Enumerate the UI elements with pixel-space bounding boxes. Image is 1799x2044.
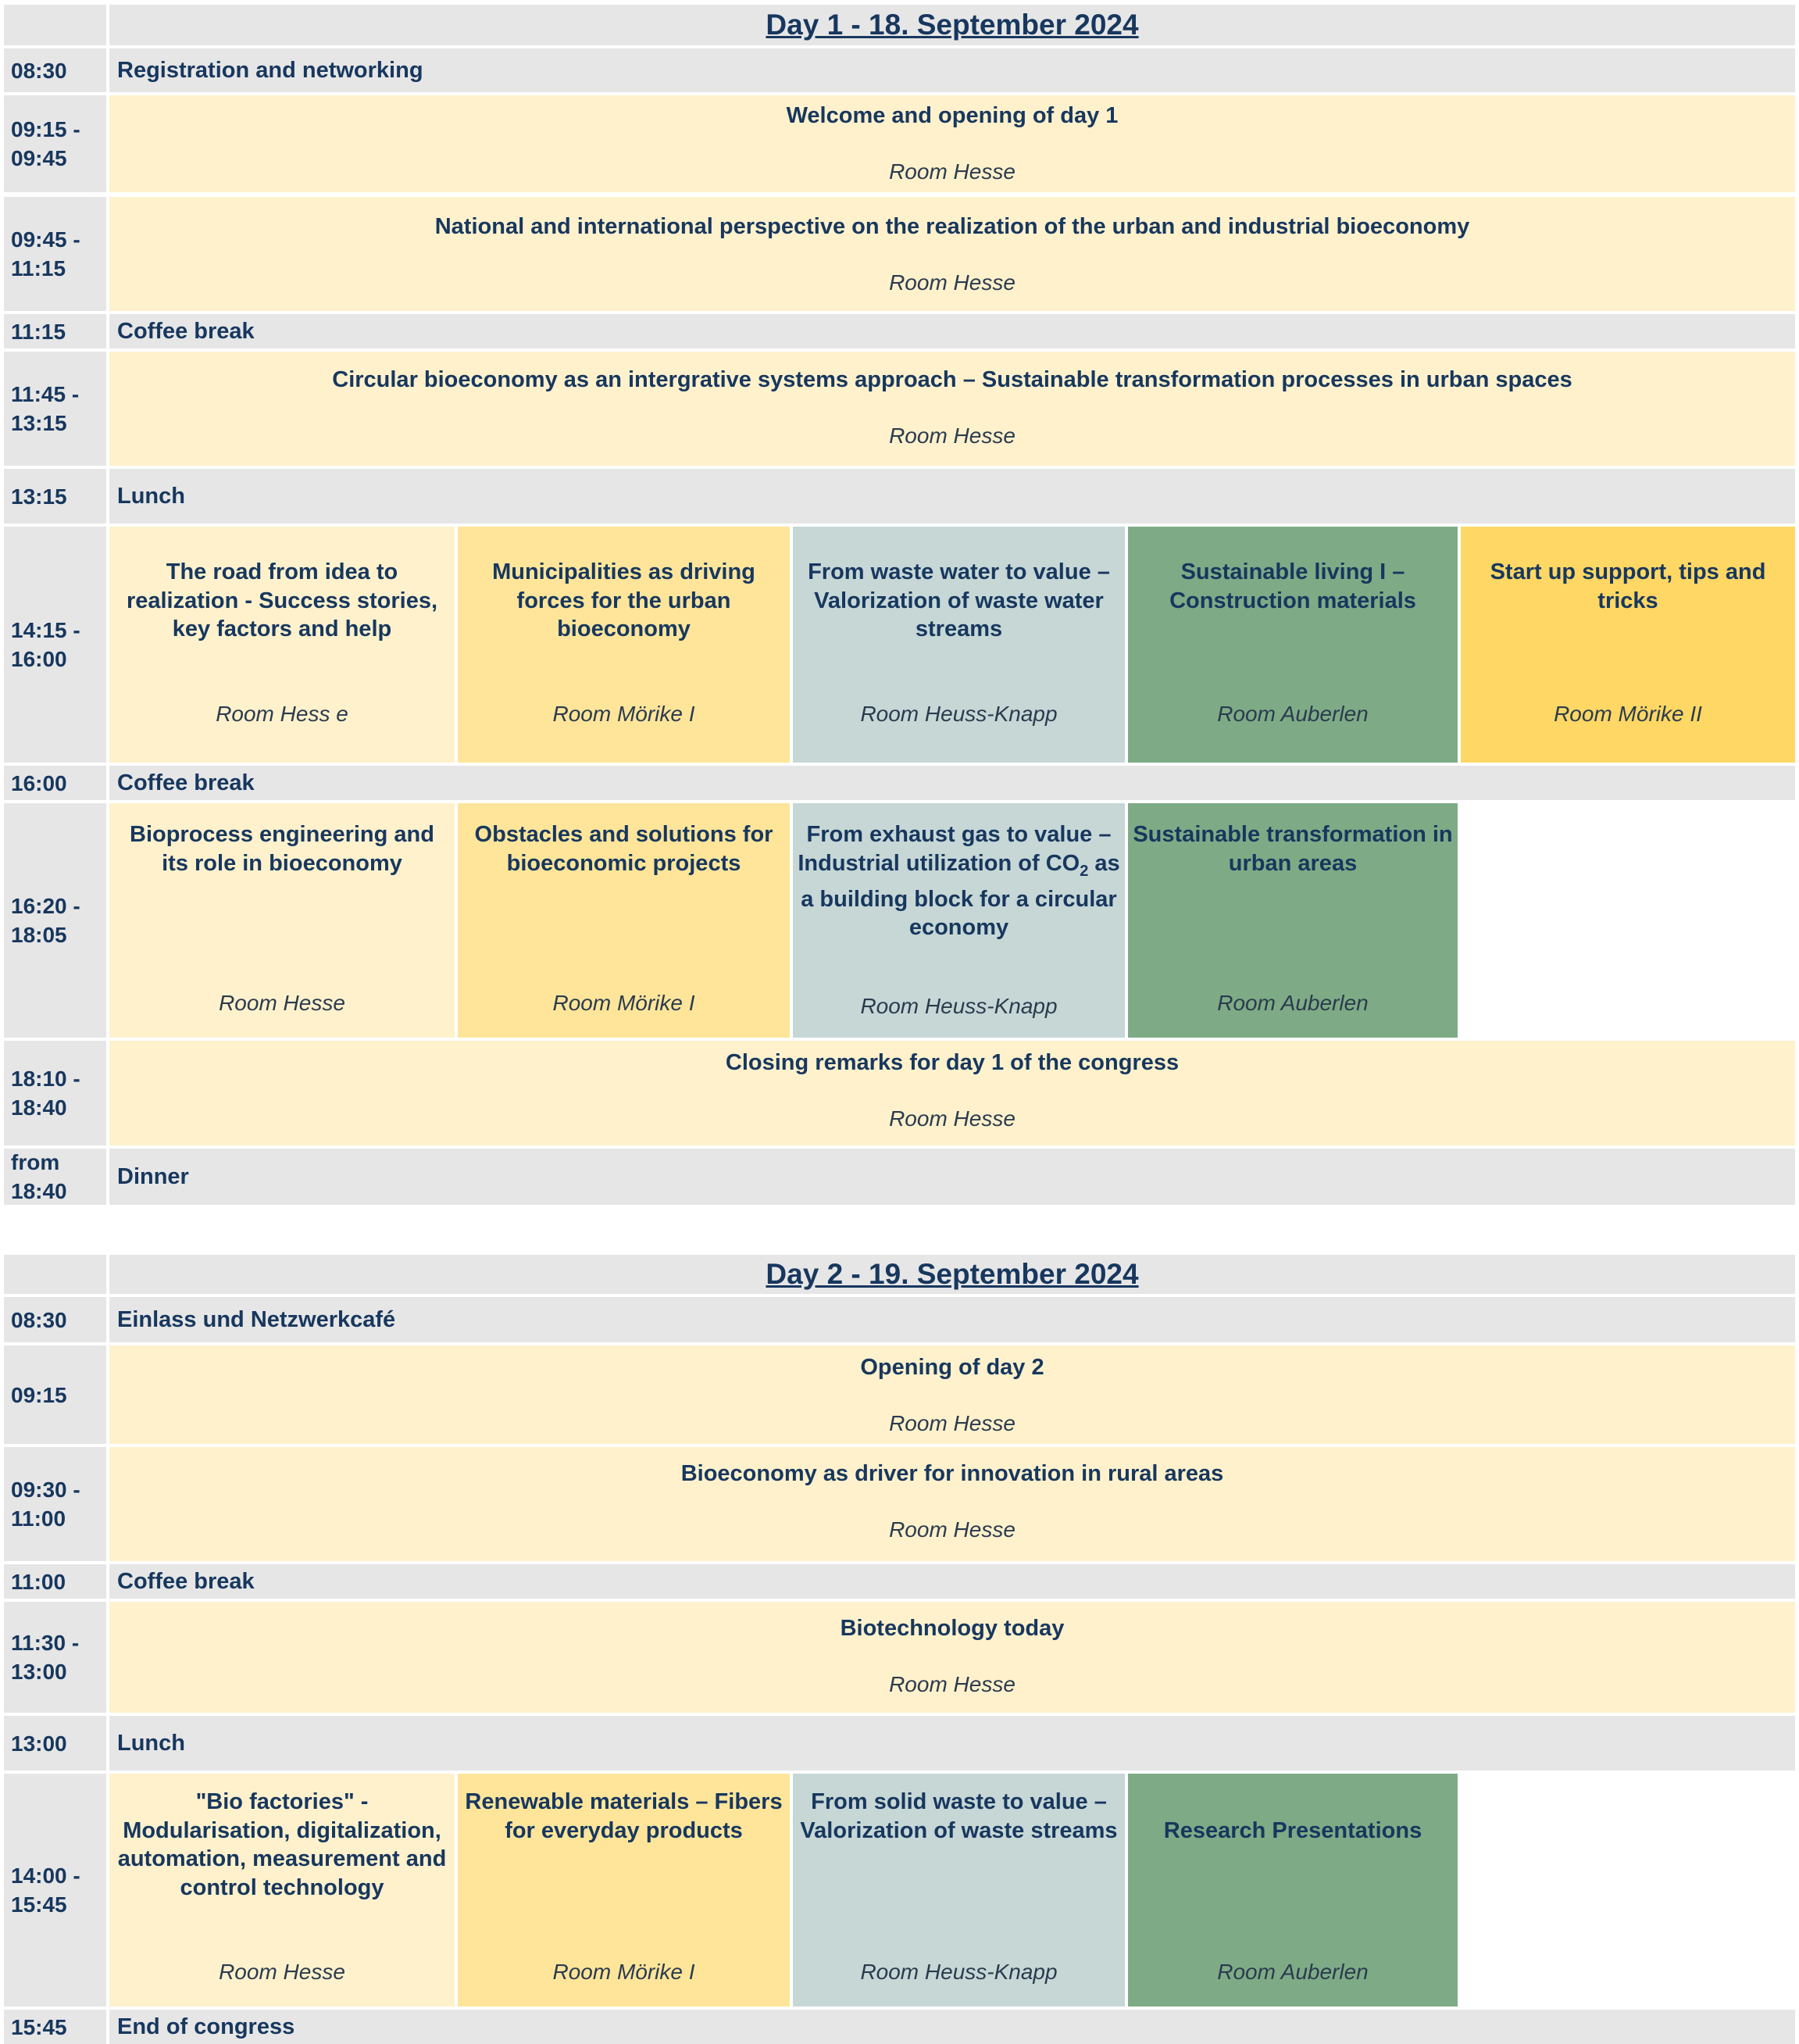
- session-room: Room Hesse: [889, 1517, 1016, 1542]
- time-cell: 14:00 - 15:45: [4, 1774, 106, 2006]
- session-title: "Bio factories" - Modularisation, digitalization, automation, measurement and control technology: [117, 1789, 447, 1900]
- parallel-session: [1128, 803, 1458, 1038]
- session-room: Room Hesse: [889, 1411, 1016, 1435]
- plenary-session: [109, 1345, 1795, 1444]
- session-title: Closing remarks for day 1 of the congress: [725, 1050, 1180, 1075]
- session-room: Room Mörike II: [1554, 702, 1702, 726]
- session-room: Room Hesse: [889, 1106, 1016, 1131]
- session-room: Room Hess e: [216, 702, 348, 726]
- parallel-session: [1128, 1774, 1458, 2006]
- time-cell: 18:10 - 18:40: [4, 1041, 106, 1145]
- session-title: From waste water to value – Valorization of waste water streams: [808, 559, 1110, 641]
- parallel-session: [458, 1774, 790, 2006]
- agenda-item-coffee-break: Coffee break: [109, 314, 1795, 348]
- session-room: Room Auberlen: [1217, 1960, 1369, 1984]
- session-title: Biotechnology today: [840, 1616, 1065, 1641]
- session-room: Room Hesse: [889, 1672, 1016, 1696]
- time-cell: 09:30 - 11:00: [4, 1447, 106, 1561]
- session-room: Room Heuss-Knapp: [860, 994, 1058, 1018]
- parallel-session: [793, 803, 1125, 1038]
- time-cell: from 18:40: [4, 1149, 106, 1205]
- session-room: Room Auberlen: [1217, 991, 1369, 1015]
- agenda-item-lunch: Lunch: [109, 1716, 1795, 1771]
- agenda-item-coffee-break: Coffee break: [109, 1564, 1795, 1599]
- session-title: Start up support, tips and tricks: [1490, 559, 1766, 613]
- plenary-session: [109, 1041, 1795, 1145]
- agenda-item-registration: Einlass und Netzwerkcafé: [109, 1297, 1795, 1342]
- time-cell: 11:00: [4, 1564, 106, 1599]
- session-room: Room Mörike I: [552, 1960, 695, 1984]
- session-room: Room Heuss-Knapp: [860, 1960, 1058, 1984]
- plenary-session: [109, 197, 1795, 311]
- parallel-session: [109, 527, 455, 763]
- session-title: Sustainable transformation in urban areas: [1133, 822, 1453, 876]
- day1-header: Day 1 - 18. September 2024: [109, 5, 1795, 45]
- session-room: Room Hesse: [219, 1960, 345, 1984]
- plenary-session: [109, 352, 1795, 466]
- session-title: National and international perspective on the realization of the urban and industrial bioeconomy: [434, 214, 1470, 239]
- session-title: Sustainable living I – Construction materials: [1169, 559, 1416, 613]
- time-cell: 11:15: [4, 314, 106, 348]
- time-cell: 13:15: [4, 469, 106, 524]
- session-title: From solid waste to value – Valorization of waste streams: [800, 1789, 1118, 1843]
- session-title: Municipalities as driving forces for the urban bioeconomy: [492, 559, 755, 641]
- session-title: Obstacles and solutions for bioeconomic projects: [474, 822, 773, 876]
- time-cell: 08:30: [4, 1297, 106, 1342]
- session-title: Bioprocess engineering and its role in bioeconomy: [130, 822, 434, 876]
- parallel-session: [109, 803, 455, 1038]
- session-title: From exhaust gas to value – Industrial utilization of $CO_2$ as a building block for a circular economy: [798, 822, 1120, 941]
- parallel-session: [793, 527, 1125, 763]
- parallel-session: [793, 1774, 1125, 2006]
- session-room: Room Heuss-Knapp: [860, 702, 1058, 726]
- time-cell: 09:15: [4, 1345, 106, 1444]
- time-cell: 15:45: [4, 2010, 106, 2044]
- parallel-session: [1128, 527, 1458, 763]
- parallel-session: [1461, 527, 1795, 763]
- parallel-session: [109, 1774, 455, 2006]
- time-cell: 09:45 - 11:15: [4, 197, 106, 311]
- session-room: Room Mörike I: [552, 702, 695, 726]
- parallel-session: [458, 803, 790, 1038]
- plenary-session: [109, 95, 1795, 192]
- session-room: Room Mörike I: [552, 991, 695, 1015]
- session-room: Room Hesse: [889, 159, 1016, 184]
- time-cell: 08:30: [4, 48, 106, 92]
- time-cell: 09:15 - 09:45: [4, 95, 106, 192]
- time-cell: 13:00: [4, 1716, 106, 1771]
- session-title: Bioeconomy as driver for innovation in rural areas: [680, 1461, 1224, 1486]
- time-cell: 11:45 - 13:15: [4, 352, 106, 466]
- session-title: Circular bioeconomy as an intergrative systems approach – Sustainable transformation processes in urban spaces: [332, 367, 1572, 392]
- agenda-item-lunch: Lunch: [109, 469, 1795, 524]
- day1-header-corner: [4, 5, 106, 45]
- parallel-session: [458, 527, 790, 763]
- session-title: Research Presentations: [1163, 1818, 1422, 1843]
- time-cell: 14:15 - 16:00: [4, 527, 106, 763]
- day2-header-corner: [4, 1255, 106, 1294]
- session-room: Room Hesse: [219, 991, 345, 1015]
- agenda-item-coffee-break: Coffee break: [109, 766, 1795, 800]
- time-cell: 16:20 - 18:05: [4, 803, 106, 1038]
- time-cell: 11:30 - 13:00: [4, 1602, 106, 1713]
- session-title: Renewable materials – Fibers for everyday products: [465, 1789, 783, 1843]
- session-room: Room Hesse: [889, 423, 1016, 448]
- agenda-item-registration: Registration and networking: [109, 48, 1795, 92]
- agenda-item-end: End of congress: [109, 2010, 1795, 2044]
- agenda-item-dinner: Dinner: [109, 1149, 1795, 1205]
- day2-header: Day 2 - 19. September 2024: [109, 1255, 1795, 1294]
- session-title: The road from idea to realization - Success stories, key factors and help: [126, 559, 438, 641]
- plenary-session: [109, 1447, 1795, 1561]
- session-room: Room Hesse: [889, 270, 1016, 295]
- time-cell: 16:00: [4, 766, 106, 800]
- session-room: Room Auberlen: [1217, 702, 1369, 726]
- plenary-session: [109, 1602, 1795, 1713]
- session-title: Opening of day 2: [860, 1355, 1044, 1380]
- session-title: Welcome and opening of day 1: [786, 103, 1119, 128]
